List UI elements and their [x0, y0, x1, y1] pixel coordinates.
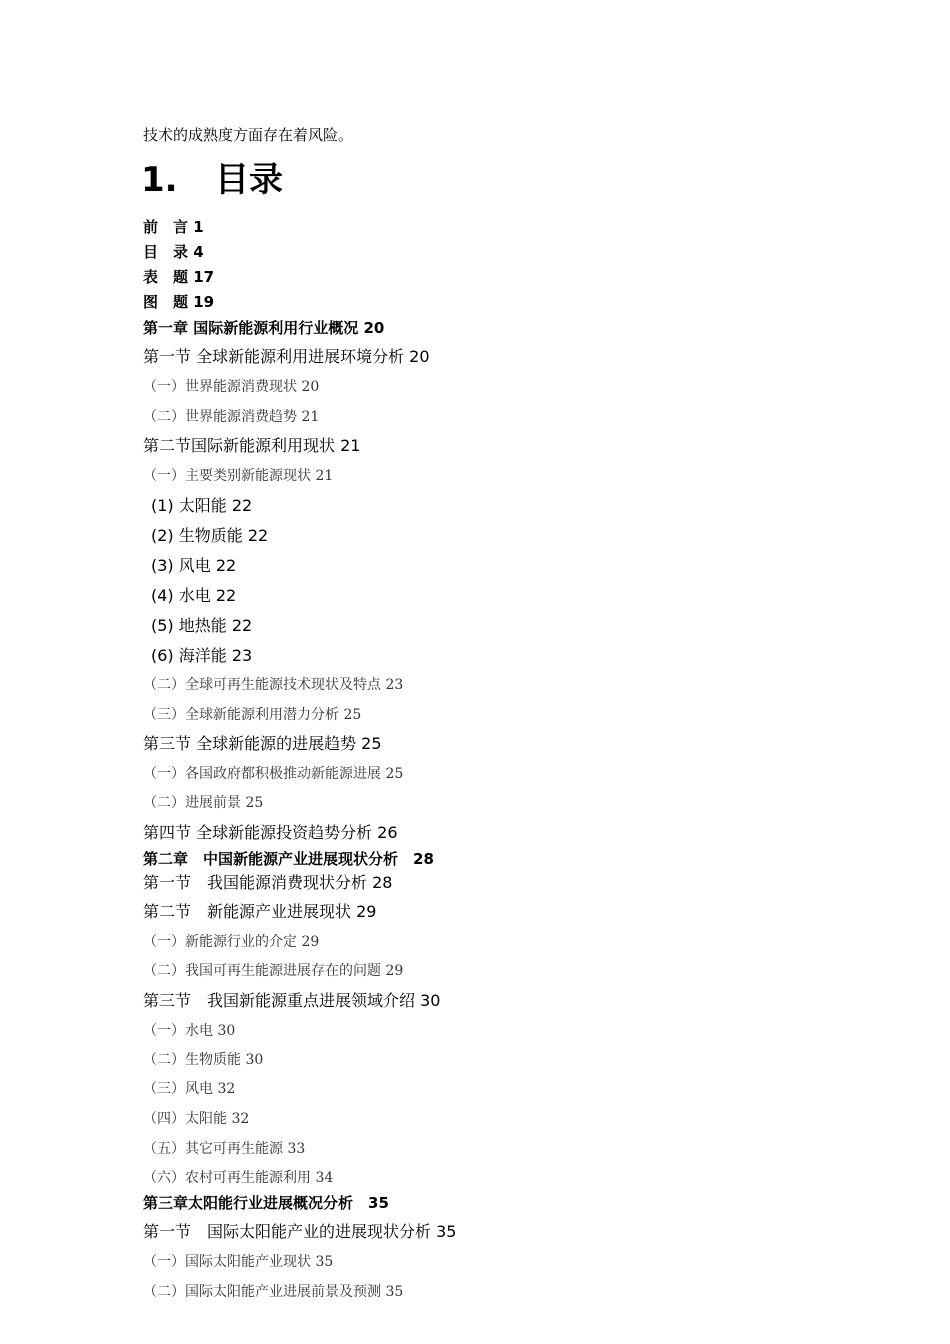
toc-entry: 表 题 17	[143, 268, 215, 286]
toc-entry: （二）世界能源消费趋势 21	[143, 409, 320, 425]
section-heading	[141, 158, 283, 202]
toc-entry: (1) 太阳能 22	[151, 496, 253, 515]
toc-entry: (3) 风电 22	[151, 556, 237, 575]
toc-entry: （五）其它可再生能源 33	[143, 1141, 306, 1157]
toc-entry: （一）国际太阳能产业现状 35	[143, 1254, 334, 1270]
toc-entry: 第三节 我国新能源重点进展领域介绍 30	[143, 991, 441, 1010]
heading-number: 1.	[141, 160, 178, 200]
toc-entry: 第二节 新能源产业进展现状 29	[143, 902, 377, 921]
toc-entry: (4) 水电 22	[151, 586, 237, 605]
toc-entry: （二）我国可再生能源进展存在的问题 29	[143, 963, 404, 979]
toc-entry: （一）主要类别新能源现状 21	[143, 468, 334, 484]
toc-entry: （一）各国政府都积极推动新能源进展 25	[143, 766, 404, 782]
toc-entry: （二）进展前景 25	[143, 795, 264, 811]
toc-entry: 目 录 4	[143, 243, 204, 261]
toc-entry: （三）风电 32	[143, 1081, 236, 1097]
toc-entry: （一）新能源行业的介定 29	[143, 934, 320, 950]
toc-entry: （一）世界能源消费现状 20	[143, 379, 320, 395]
toc-entry: （二）国际太阳能产业进展前景及预测 35	[143, 1284, 404, 1300]
toc-entry: 第二章 中国新能源产业进展现状分析 28	[143, 850, 434, 868]
toc-entry: 第三节 全球新能源的进展趋势 25	[143, 734, 382, 753]
toc-entry: 第一节 国际太阳能产业的进展现状分析 35	[143, 1222, 457, 1241]
toc-entry: 第三章太阳能行业进展概况分析 35	[143, 1194, 389, 1212]
toc-entry: (6) 海洋能 23	[151, 646, 253, 665]
toc-entry: 第一章 国际新能源利用行业概况 20	[143, 319, 385, 337]
toc-entry: 图 题 19	[143, 293, 215, 311]
toc-entry: （四）太阳能 32	[143, 1111, 250, 1127]
toc-entry: 第一节 我国能源消费现状分析 28	[143, 873, 393, 892]
toc-entry: 前 言 1	[143, 218, 204, 236]
toc-entry: （六）农村可再生能源利用 34	[143, 1170, 334, 1186]
toc-entry: 第四节 全球新能源投资趋势分析 26	[143, 823, 398, 842]
toc-entry: 第二节国际新能源利用现状 21	[143, 436, 361, 455]
toc-entry: （二）生物质能 30	[143, 1052, 264, 1068]
intro-paragraph: 技术的成熟度方面存在着风险。	[143, 126, 354, 144]
toc-entry: （二）全球可再生能源技术现状及特点 23	[143, 677, 404, 693]
heading-title: 目录	[215, 160, 283, 200]
toc-entry: 第一节 全球新能源利用进展环境分析 20	[143, 347, 430, 366]
toc-entry: (5) 地热能 22	[151, 616, 253, 635]
toc-entry: （三）全球新能源利用潜力分析 25	[143, 707, 362, 723]
toc-entry: (2) 生物质能 22	[151, 526, 269, 545]
toc-entry: （一）水电 30	[143, 1023, 236, 1039]
